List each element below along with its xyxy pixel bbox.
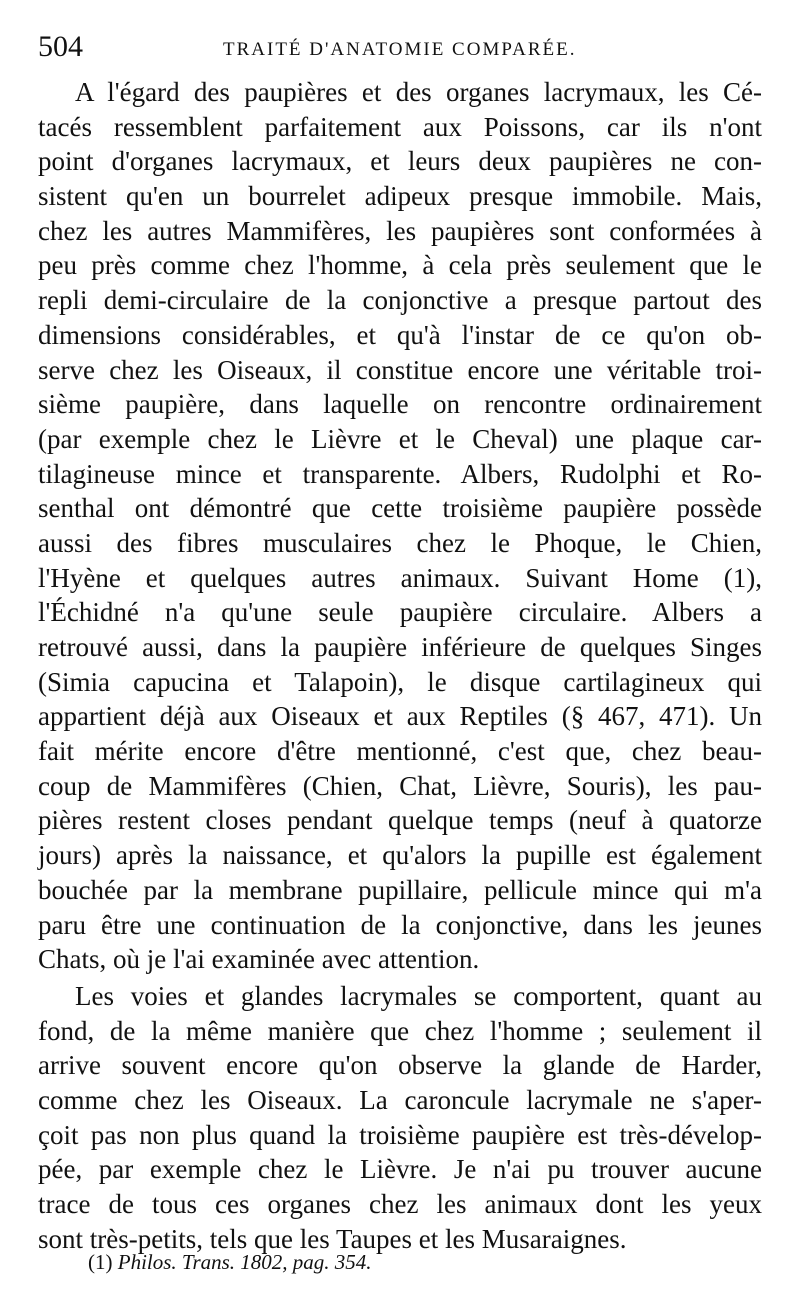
body-text xyxy=(38,75,762,1256)
text-line: chez les autres Mammifères, les paupières sont conformées à xyxy=(38,215,762,246)
running-head xyxy=(38,30,760,70)
footnote xyxy=(88,1250,372,1275)
paragraph-eyelids xyxy=(38,75,762,977)
paragraph-lacrimal xyxy=(38,979,762,1257)
text-line: sième paupière, dans laquelle on rencontre ordinairement xyxy=(38,389,762,420)
text-line: tacés ressemblent parfaitement aux Poissons, car ils n'ont xyxy=(38,111,762,142)
text-line: appartient déjà aux Oiseaux et aux Reptiles (§ 467, 471). Un xyxy=(38,701,762,732)
text-line: serve chez les Oiseaux, il constitue encore une véritable troi- xyxy=(38,354,762,385)
text-line: paru être une continuation de la conjonctive, dans les jeunes xyxy=(38,909,762,940)
text-line: dimensions considérables, et qu'à l'instar de ce qu'on ob- xyxy=(38,319,762,350)
text-line: bouchée par la membrane pupillaire, pellicule mince qui m'a xyxy=(38,874,762,905)
text-line: peu près comme chez l'homme, à cela près seulement que le xyxy=(38,250,762,281)
text-line: coup de Mammifères (Chien, Chat, Lièvre, Souris), les pau- xyxy=(38,770,762,801)
text-line: fait mérite encore d'être mentionné, c'est que, chez beau- xyxy=(38,736,762,767)
text-line: point d'organes lacrymaux, et leurs deux paupières ne con- xyxy=(38,146,762,177)
text-line: Les voies et glandes lacrymales se comportent, quant au xyxy=(75,980,762,1011)
text-line: pières restent closes pendant quelque temps (neuf à quatorze xyxy=(38,805,762,836)
text-line: trace de tous ces organes chez les animaux dont les yeux xyxy=(38,1189,762,1219)
text-line: (par exemple chez le Lièvre et le Cheval) une plaque car- xyxy=(38,423,762,454)
text-line: pée, par exemple chez le Lièvre. Je n'ai pu trouver aucune xyxy=(38,1154,762,1185)
text-line: çoit pas non plus quand la troisième paupière est très-dévelop- xyxy=(38,1119,762,1150)
text-line: l'Échidné n'a qu'une seule paupière circulaire. Albers a xyxy=(38,597,762,628)
text-line: repli demi-circulaire de la conjonctive a presque partout des xyxy=(38,285,762,316)
footnote-text: Philos. Trans. 1802, pag. 354. xyxy=(117,1250,372,1274)
text-line: aussi des fibres musculaires chez le Phoque, le Chien, xyxy=(38,527,762,558)
text-line: arrive souvent encore qu'on observe la glande de Harder, xyxy=(38,1050,762,1081)
page-number: 504 xyxy=(38,30,83,63)
text-line: jours) après la naissance, et qu'alors la pupille est également xyxy=(38,840,762,871)
text-line: A l'égard des paupières et des organes lacrymaux, les Cé- xyxy=(75,77,762,107)
text-line: Chats, où je l'ai examinée avec attention. xyxy=(38,944,480,975)
text-line: sistent qu'en un bourrelet adipeux presque immobile. Mais, xyxy=(38,181,762,212)
text-line: retrouvé aussi, dans la paupière inférieure de quelques Singes xyxy=(38,632,762,662)
text-line: comme chez les Oiseaux. La caroncule lacrymale ne s'aper- xyxy=(38,1084,762,1115)
text-line: sont très-petits, tels que les Taupes et les Musaraignes. xyxy=(38,1223,627,1254)
footnote-marker: (1) xyxy=(88,1250,113,1274)
text-line: (Simia capucina et Talapoin), le disque cartilagineux qui xyxy=(38,666,762,697)
text-line: senthal ont démontré que cette troisième paupière possède xyxy=(38,493,762,524)
text-line: tilagineuse mince et transparente. Albers, Rudolphi et Ro- xyxy=(38,458,762,489)
text-line: l'Hyène et quelques autres animaux. Suivant Home (1), xyxy=(38,562,762,593)
running-title: TRAITÉ D'ANATOMIE COMPARÉE. xyxy=(223,39,577,60)
text-line: fond, de la même manière que chez l'homme ; seulement il xyxy=(38,1015,762,1046)
